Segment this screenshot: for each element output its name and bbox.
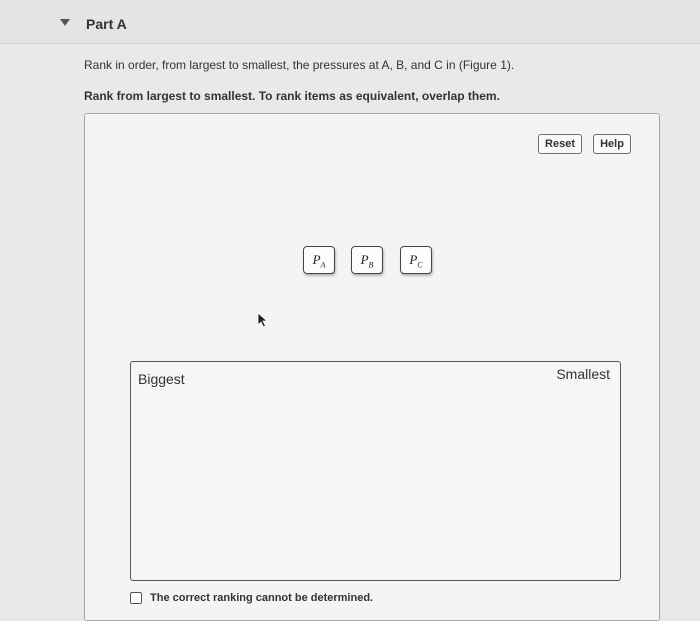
cannot-determine-option[interactable]	[130, 592, 373, 604]
tile-pressure-b[interactable]	[351, 246, 383, 274]
tile-symbol: P	[312, 252, 321, 267]
part-title: Part A	[86, 16, 127, 32]
part-header	[0, 0, 700, 44]
ranking-instructions: Rank from largest to smallest. To rank items as equivalent, overlap them.	[84, 89, 500, 103]
figure-link[interactable]: (Figure 1)	[458, 58, 511, 72]
tile-pressure-c[interactable]	[400, 246, 432, 274]
ranking-drop-zone[interactable]	[130, 361, 621, 581]
tile-pressure-a[interactable]	[303, 246, 335, 274]
tile-symbol: P	[360, 252, 369, 267]
collapse-triangle-icon[interactable]	[60, 19, 70, 27]
tile-symbol: P	[409, 252, 418, 267]
mouse-cursor-icon	[257, 312, 269, 328]
tile-subscript: B	[368, 260, 374, 270]
prompt-period: .	[510, 58, 515, 72]
smallest-label: Smallest	[556, 366, 610, 382]
help-button[interactable]: Help	[593, 134, 631, 154]
tile-subscript: C	[417, 260, 423, 270]
reset-button[interactable]: Reset	[538, 134, 582, 154]
ranking-widget	[84, 113, 660, 621]
tile-subscript: A	[320, 260, 326, 270]
cannot-determine-label: The correct ranking cannot be determined.	[150, 592, 374, 604]
biggest-label: Biggest	[138, 371, 185, 387]
cannot-determine-checkbox[interactable]	[130, 592, 142, 604]
prompt-text: Rank in order, from largest to smallest, the pressures at A, B, and C in	[84, 58, 459, 72]
question-prompt	[84, 58, 514, 72]
